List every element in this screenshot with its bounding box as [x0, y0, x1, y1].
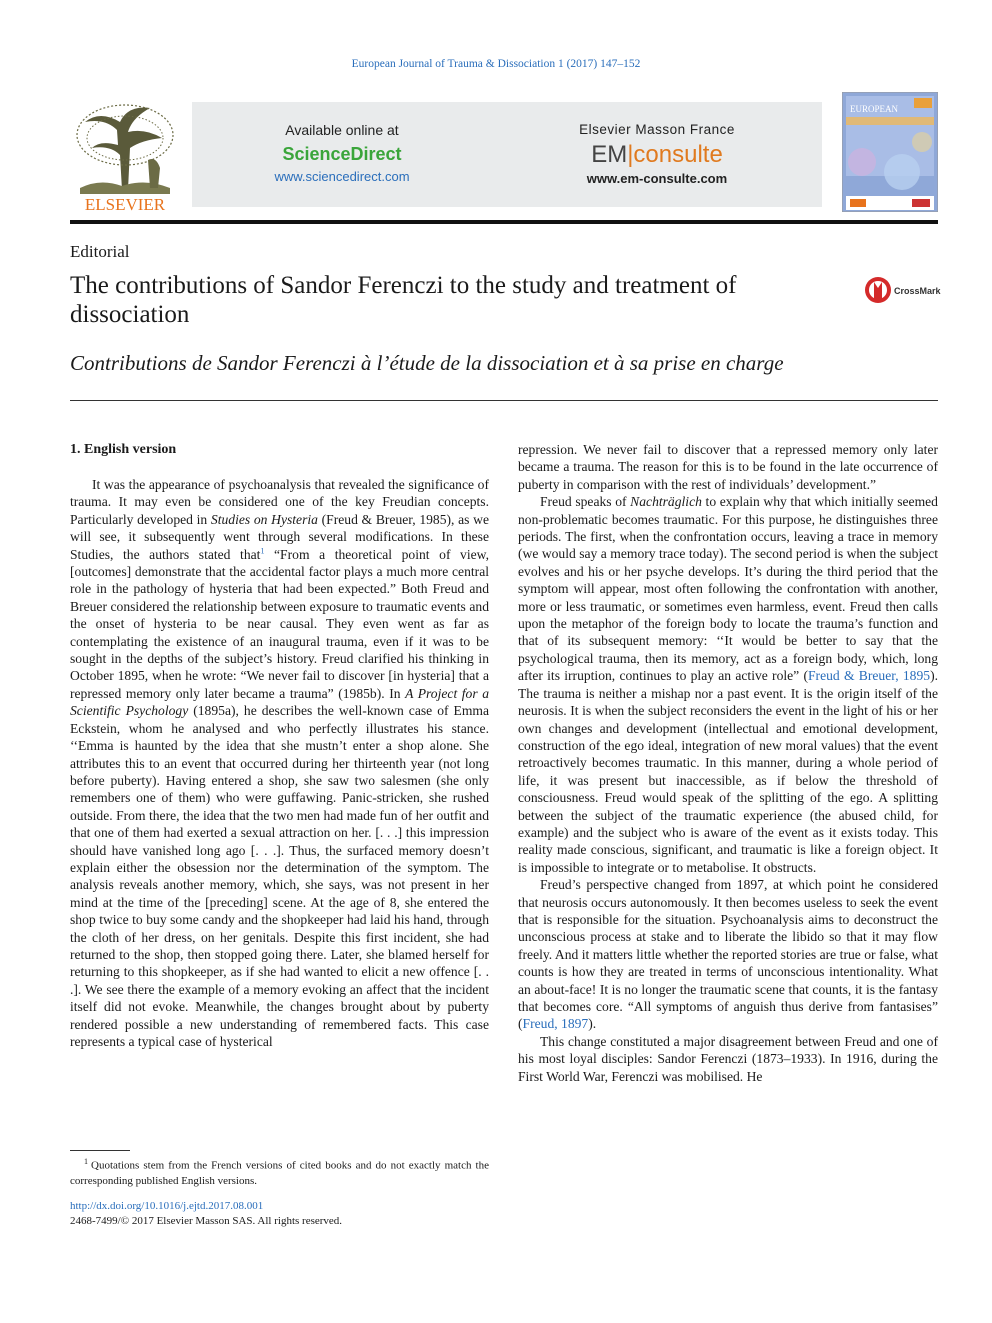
footnote-ref-link[interactable]: 1 — [260, 546, 265, 556]
sciencedirect-logo[interactable]: ScienceDirect — [282, 144, 402, 164]
crossmark-label: CrossMark — [894, 286, 941, 296]
crossmark-icon — [864, 276, 944, 306]
right-column — [518, 441, 938, 1085]
paragraph: This change constituted a major disagreement between Freud and one of his most loyal disciples: Sandor Ferenczi (1873–1933). In 1916, during the First World War, Ferenczi was mobilised. He — [518, 1033, 938, 1084]
term: Nachträglich — [630, 494, 702, 510]
article-title-english: The contributions of Sandor Ferenczi to the study and treatment of dissociation — [70, 272, 737, 328]
available-online-label: Available online at — [285, 122, 399, 138]
copyright-notice: 2468-7499/© 2017 Elsevier Masson SAS. All rights reserved. — [70, 1215, 343, 1227]
footnote-divider — [70, 1150, 130, 1151]
journal-cover-image — [842, 92, 938, 212]
section-heading: 1. English version — [70, 442, 177, 457]
title-divider — [70, 400, 938, 401]
left-column — [70, 476, 489, 1050]
citation-link[interactable]: Freud, 1897 — [522, 1016, 589, 1032]
banner-links-panel — [192, 102, 822, 207]
cover-journal-title: EUROPEAN — [850, 104, 899, 114]
paragraph: repression. We never fail to discover that a repressed memory only later became a trauma. The reason for this is to be found in the late occurrence of puberty in comparison with the rest of individuals’ development.” — [518, 442, 938, 492]
emconsulte-link[interactable]: www.em-consulte.com — [586, 171, 728, 186]
book-title: Studies on Hysteria — [210, 511, 318, 527]
article-title-french: Contributions de Sandor Ferenczi à l’étude de la dissociation et à sa prise en charge — [70, 351, 784, 375]
paragraph: Freud speaks of Nachträglich to explain why that which initially seemed non-problematic becomes traumatic. For this purpose, he distinguishes three periods. The first, when the confrontation occurs, leaving a trace in memory (we would say a memory trace today). The second period is when the subject evolves and his or her psyche develops. It’s during the third period that the symptom will appear, most often following the confrontation with another, more or less traumatic, or sometimes even harmless, event. Freud then calls upon the metaphor of the foreign body to locate the trauma’s function and that of its subsequent memory: ‘‘It would be better to say that the psychological trauma, then its memory, act as a foreign body, which, long after its irruption, continues to play an active role” (Freud & Breuer, 1895). The trauma is neither a mishap nor a past event. It is the origin itself of the neurosis. It is when the subject reconsiders the event in the light of his or her own changes and development (intellectual and emotional development, construction of the ego ideal, integration of new moral values) that the event retroactively becomes traumatic. In this manner, during a whole period of life, it was present but inaccessible, as if below the threshold of consciousness. Freud would speak of the splitting of the ego. A splitting between the subject of the traumatic experience (the abused child, for example) and the subject who is aware of the event as it exists today. This reality made conscious, significant, and traumatic is like a foreign object. It is impossible to integrate or to metabolise. It obstructs. — [518, 494, 938, 875]
elsevier-tree-icon — [70, 100, 180, 212]
banner-divider — [70, 220, 938, 224]
paragraph: It was the appearance of psychoanalysis that revealed the significance of trauma. It may even be considered one of the key Freudian concepts. Particularly developed in Studies on Hysteria (Freud & Breuer, 1985), as we will see, it subsequently went through several modifications. In these Studies, the authors stated that$^1$ “From a theoretical point of view, [outcomes] demonstrate that the accidental factor plays a much more central role in the pathology of hysteria that had been expected.” Both Freud and Breuer considered the relationship between exposure to traumatic events and the onset of hysteria to be near causal. They even went as far as contemplating the existence of an inaugural trauma, even if it was to be sought in the depths of the subject’s history. Freud clarified his thinking in October 1895, when he wrote: “We never fail to discover [in hysteria] that a repressed memory only later became a trauma” (1985b). In A Project for a Scientific Psychology (1895a), he describes the well-known case of Emma Eckstein, whom he analysed and who perfectly illustrates his stance. ‘‘Emma is haunted by the idea that she mustn’t enter a shop alone. She attributes this to an event that occurred during her thirteenth year (not long before puberty). Having entered a shop, she saw two salesmen (she only remembers one of them) who were guffawing. Panic-stricken, she rushed outside. From there, the idea that the two men had made fun of her outfit and that one of them had exerted a sexual attraction on her. [. . .] this impression should have vanished long ago [. . .]. Thus, the surfaced memory doesn’t explain either the obsession nor the determination of the symptom. The analysis reveals another memory, which, she says, was not present in her mind at the time of the [preceding] scene. At the age of 8, she entered the shop twice to buy some candy and the shopkeeper had laid his hand, through the cloth of her dress, on her genitals. Despite this first incident, she had returned to the shop, then stopped going there. Later, she blamed herself for returning to this shopkeeper, as if she had wanted to elicit a new offence [. . .]. We see there the example of a memory evoking an affect that the incident itself did not evoke. Meanwhile, the changes brought about by puberty rendered possible a new understanding of remembered facts. This case represents a typical case of hysterical — [70, 477, 490, 1049]
journal-banner — [70, 92, 938, 218]
journal-reference-link[interactable]: European Journal of Trauma & Dissociation 1 (2017) 147–152 — [351, 58, 641, 70]
emconsulte-block — [542, 122, 772, 186]
journal-cover-thumbnail[interactable] — [842, 92, 938, 212]
sciencedirect-link[interactable]: www.sciencedirect.com — [274, 169, 410, 184]
em-logo-right: consulte — [633, 141, 723, 168]
sciencedirect-block — [232, 122, 452, 184]
em-logo-left: EM — [591, 141, 628, 168]
footnote-text: Quotations stem from the French versions of cited books and do not exactly match the corresponding published English versions. — [70, 1159, 489, 1187]
elsevier-logo[interactable] — [70, 100, 180, 212]
em-publisher-label: Elsevier Masson France — [579, 122, 735, 137]
footnote-mark: 1 — [84, 1157, 88, 1166]
doi-link[interactable]: http://dx.doi.org/10.1016/j.ejtd.2017.08.001 — [70, 1200, 264, 1212]
footnote — [70, 1154, 489, 1189]
crossmark-badge[interactable] — [864, 276, 944, 306]
elsevier-wordmark: ELSEVIER — [84, 195, 166, 212]
citation-link[interactable]: Freud & Breuer, 1895 — [808, 668, 931, 684]
article-section-type: Editorial — [70, 242, 130, 261]
paragraph: Freud’s perspective changed from 1897, at which point he considered that neurosis occurs autonomously. It then becomes useless to seek the event that is responsible for the situation. Psychoanalysis aims to deconstruct the unconscious process at stake and to liberate the libido so that it may flow freely. And it matters little whether the reported stories are true or false, what counts is how they are treated in terms of unconscious intentionality. What an about-face! It is no longer the traumatic scene that counts, it is the fantasy that becomes core. “All symptoms of anguish thus derive from fantasises” (Freud, 1897). — [518, 877, 938, 1032]
emconsulte-logo[interactable]: EM|consulte — [591, 141, 723, 168]
book-title: A Project for a Scientific Psychology — [70, 685, 490, 719]
